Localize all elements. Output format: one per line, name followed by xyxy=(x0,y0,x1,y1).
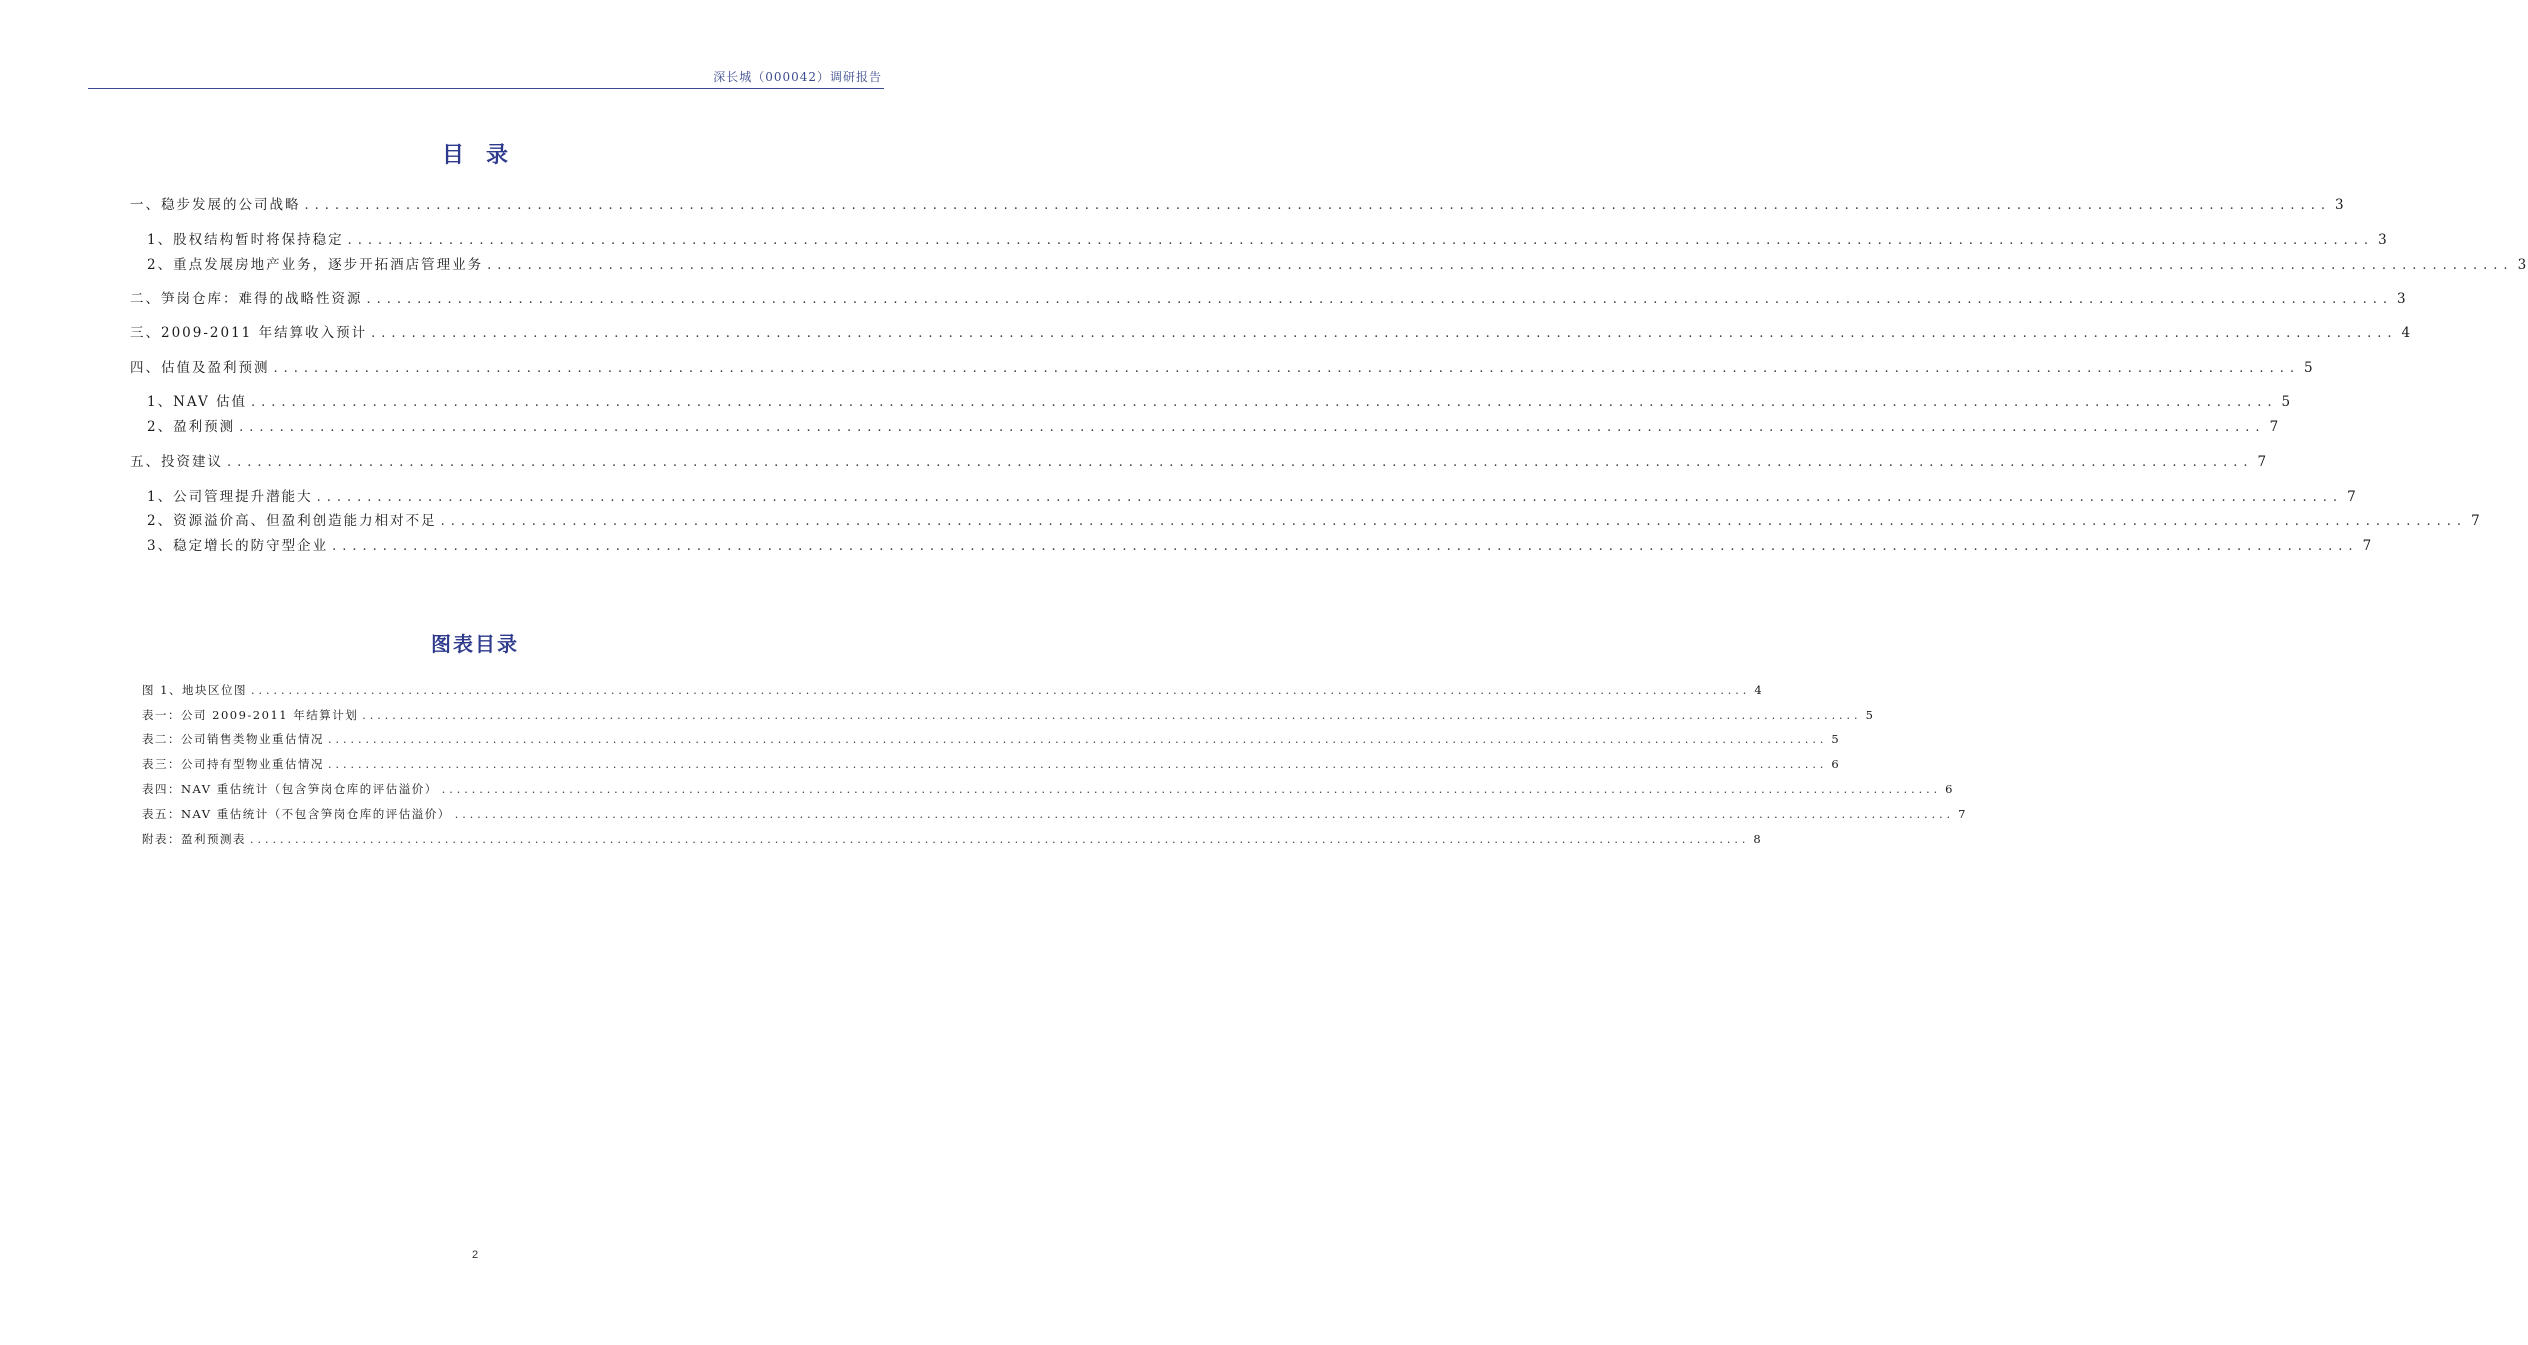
dot-leader: ........................................................................................................................................................................................................ xyxy=(251,395,2278,410)
toc-title: 目录 xyxy=(441,142,530,168)
figure-item[interactable] xyxy=(142,831,1763,847)
figure-item-label: 附表：盈利预测表 xyxy=(142,832,246,846)
toc-item-page: 3 xyxy=(2378,232,2389,248)
figure-item-page: 4 xyxy=(1754,683,1764,697)
dot-leader: ........................................................................................................................................................................................................ xyxy=(328,733,1828,746)
figure-item-page: 6 xyxy=(1945,782,1954,796)
toc-item[interactable] xyxy=(147,253,2528,273)
toc-item-label: 3、稳定增长的防守型企业 xyxy=(147,538,329,554)
figure-item-label: 表一：公司 2009-2011 年结算计划 xyxy=(142,708,359,722)
figure-item-page: 6 xyxy=(1831,757,1841,771)
toc-item-label: 2、盈利预测 xyxy=(147,419,236,435)
dot-leader: ........................................................................................................................................................................................................ xyxy=(440,514,2468,529)
figure-item[interactable] xyxy=(142,731,1841,747)
dot-leader: ........................................................................................................................................................................................................ xyxy=(250,684,1751,697)
toc-item-page: 3 xyxy=(2517,257,2528,273)
toc-item[interactable] xyxy=(147,415,2281,435)
dot-leader: ........................................................................................................................................................................................................ xyxy=(227,455,2254,470)
figure-item-page: 7 xyxy=(1958,807,1967,821)
figure-item[interactable] xyxy=(142,682,1764,698)
figure-item-page: 8 xyxy=(1753,832,1763,846)
dot-leader: ........................................................................................................................................................................................................ xyxy=(273,361,2300,376)
dot-leader: ........................................................................................................................................................................................................ xyxy=(362,709,1862,722)
toc-item-label: 一、稳步发展的公司战略 xyxy=(130,197,301,213)
toc-item[interactable] xyxy=(147,485,2358,505)
dot-leader: ........................................................................................................................................................................................................ xyxy=(316,490,2344,505)
figure-item-label: 表二：公司销售类物业重估情况 xyxy=(142,732,324,746)
toc-item-page: 3 xyxy=(2396,291,2408,307)
dot-leader: ........................................................................................................................................................................................................ xyxy=(441,783,1942,796)
dot-leader: ........................................................................................................................................................................................................ xyxy=(328,758,1828,771)
figure-item-label: 图 1、地块区位图 xyxy=(142,683,247,697)
toc-item-label: 四、估值及盈利预测 xyxy=(130,360,270,376)
toc-item-label: 三、2009-2011 年结算收入预计 xyxy=(130,325,368,341)
toc-item-page: 5 xyxy=(2281,394,2293,410)
header-report-title: 深长城（000042）调研报告 xyxy=(713,70,882,84)
figure-item-page: 5 xyxy=(1865,708,1875,722)
dot-leader: ........................................................................................................................................................................................................ xyxy=(250,833,1750,846)
toc-item-label: 2、重点发展房地产业务，逐步开拓酒店管理业务 xyxy=(147,257,484,273)
dot-leader: ........................................................................................................................................................................................................ xyxy=(332,539,2359,554)
figures-title: 图表目录 xyxy=(431,632,519,656)
dot-leader: ........................................................................................................................................................................................................ xyxy=(239,420,2266,435)
figure-item-label: 表三：公司持有型物业重估情况 xyxy=(142,757,324,771)
toc-item[interactable] xyxy=(130,450,2269,470)
dot-leader: ........................................................................................................................................................................................................ xyxy=(366,292,2393,307)
toc-item[interactable] xyxy=(130,321,2413,341)
toc-item[interactable] xyxy=(147,534,2374,554)
toc-item[interactable] xyxy=(130,356,2315,376)
toc-item-label: 1、公司管理提升潜能大 xyxy=(147,489,313,505)
toc-item-page: 3 xyxy=(2334,197,2346,213)
toc-item-page: 7 xyxy=(2347,489,2358,505)
toc-item-label: 五、投资建议 xyxy=(130,454,223,470)
toc-item-page: 7 xyxy=(2257,454,2269,470)
toc-item-label: 1、NAV 估值 xyxy=(147,394,248,410)
toc-item-page: 4 xyxy=(2401,325,2413,341)
toc-item-page: 7 xyxy=(2362,538,2374,554)
toc-item-page: 7 xyxy=(2471,513,2482,529)
toc-item[interactable] xyxy=(130,193,2346,213)
dot-leader: ........................................................................................................................................................................................................ xyxy=(454,808,1955,821)
toc-item[interactable] xyxy=(130,287,2408,307)
toc-item-label: 2、资源溢价高、但盈利创造能力相对不足 xyxy=(147,513,437,529)
figure-item[interactable] xyxy=(142,756,1841,772)
toc-item[interactable] xyxy=(147,228,2389,248)
toc-item-page: 5 xyxy=(2303,360,2315,376)
toc-item-page: 7 xyxy=(2269,419,2281,435)
dot-leader: ........................................................................................................................................................................................................ xyxy=(347,233,2375,248)
figure-item-label: 表四：NAV 重估统计（包含笋岗仓库的评估溢价） xyxy=(142,782,438,796)
dot-leader: ........................................................................................................................................................................................................ xyxy=(371,326,2398,341)
figure-item-page: 5 xyxy=(1831,732,1841,746)
toc-item-label: 1、股权结构暂时将保持稳定 xyxy=(147,232,344,248)
dot-leader: ........................................................................................................................................................................................................ xyxy=(304,198,2331,213)
figure-item[interactable] xyxy=(142,707,1875,723)
toc-item[interactable] xyxy=(147,509,2482,529)
page-header xyxy=(88,68,884,89)
page-number: 2 xyxy=(471,1249,479,1261)
figure-item[interactable] xyxy=(142,781,1954,797)
dot-leader: ........................................................................................................................................................................................................ xyxy=(487,258,2514,273)
toc-item[interactable] xyxy=(147,390,2293,410)
figure-item-label: 表五：NAV 重估统计（不包含笋岗仓库的评估溢价） xyxy=(142,807,451,821)
figure-item[interactable] xyxy=(142,806,1967,822)
toc-item-label: 二、笋岗仓库：难得的战略性资源 xyxy=(130,291,363,307)
